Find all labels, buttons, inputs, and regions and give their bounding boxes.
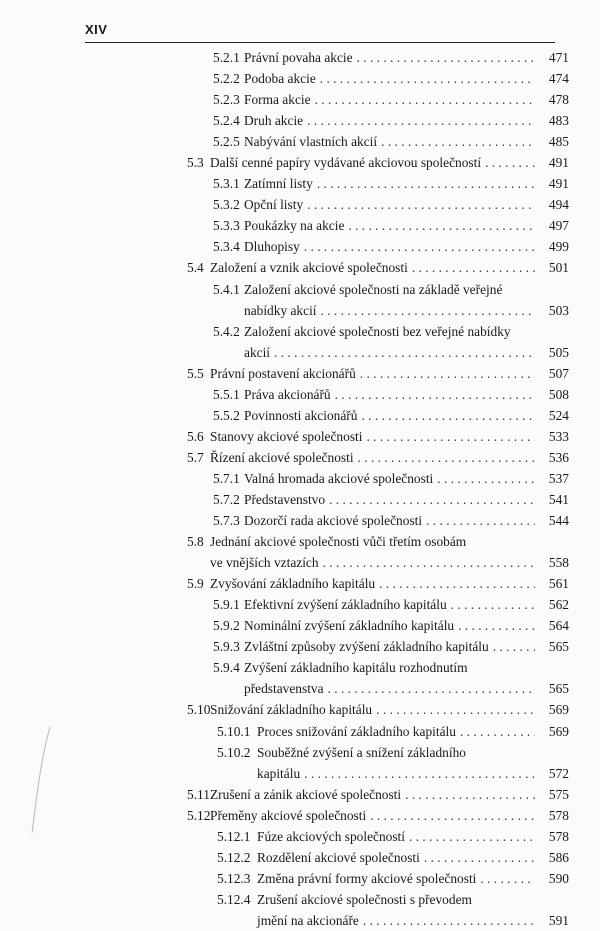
toc-entry-title: Podoba akcie: [244, 71, 316, 87]
toc-entry: [0, 868, 600, 889]
dot-leader: [381, 131, 535, 152]
toc-entry: [0, 173, 600, 194]
toc-entry-number: 5.5.2: [213, 407, 240, 423]
toc-entry-number: 5.8: [187, 534, 204, 550]
page-header: [85, 22, 555, 43]
toc-entry: [0, 531, 600, 573]
dot-leader: [357, 47, 535, 68]
toc-entry-title: Nominální zvýšení základního kapitálu: [244, 618, 455, 634]
dot-leader: [335, 384, 535, 405]
toc-entry-title: Druh akcie: [244, 113, 304, 129]
toc-entry-title: Založení akciové společnosti bez veřejné nabídky: [244, 323, 511, 339]
toc-entry-page: 565: [548, 681, 569, 697]
dot-leader: [363, 910, 535, 931]
toc-entry: [0, 194, 600, 215]
toc-entry-title: Stanovy akciové společnosti: [210, 428, 363, 444]
toc-entry-number: 5.11: [187, 786, 210, 802]
toc-entry-number: 5.3.4: [213, 239, 240, 255]
toc-entry-page: 541: [548, 491, 569, 507]
toc-entry: [0, 405, 600, 426]
pencil-mark: [28, 725, 58, 835]
toc-entry-title: Fúze akciových společností: [257, 828, 406, 844]
toc-entry-page: 491: [548, 155, 569, 171]
toc-entry-title: Představenstvo: [244, 491, 326, 507]
toc-entry: [0, 615, 600, 636]
toc-entry-number: 5.9.3: [213, 639, 240, 655]
toc-entry-number: 5.2.5: [213, 134, 240, 150]
toc-entry-number: 5.3: [187, 155, 204, 171]
toc-entry: [0, 384, 600, 405]
toc-entry-number: 5.7.1: [213, 470, 240, 486]
toc-entry-page: 544: [548, 513, 569, 529]
toc-entry-page: 561: [548, 576, 569, 592]
dot-leader: [348, 215, 535, 236]
toc-entry: [0, 742, 600, 784]
toc-entry: [0, 847, 600, 868]
toc-entry-page: 572: [548, 765, 569, 781]
toc-entry-number: 5.10: [187, 702, 211, 718]
toc-entry: [0, 279, 600, 321]
toc-entry-title: Jednání akciové společnosti vůči třetím osobám: [210, 534, 467, 550]
toc-entry: [0, 636, 600, 657]
toc-entry-number: 5.3.3: [213, 218, 240, 234]
toc-entry: [0, 363, 600, 384]
toc-entry-page: 507: [548, 365, 569, 381]
toc-entry-title-continued: akcií: [244, 344, 271, 360]
toc-entry-title: Založení akciové společnosti na základě veřejné: [244, 281, 503, 297]
toc-entry-title: Přeměny akciové společnosti: [210, 807, 367, 823]
toc-entry: [0, 321, 600, 363]
toc-entry-title-continued: nabídky akcií: [244, 302, 317, 318]
toc-entry-number: 5.9: [187, 576, 204, 592]
toc-entry-page: 491: [548, 176, 569, 192]
dot-leader: [460, 721, 535, 742]
toc-entry-page: 569: [548, 723, 569, 739]
toc-entry-title-continued: jmění na akcionáře: [257, 912, 359, 928]
dot-leader: [437, 468, 535, 489]
dot-leader: [317, 173, 535, 194]
toc-entry-number: 5.2.3: [213, 92, 240, 108]
dot-leader: [412, 257, 535, 278]
dot-leader: [304, 236, 535, 257]
toc-entry-page: 499: [548, 239, 569, 255]
dot-leader: [320, 68, 535, 89]
toc-entry-number: 5.12.1: [217, 828, 251, 844]
toc-entry-title: Zatímní listy: [244, 176, 313, 192]
toc-entry: [0, 152, 600, 173]
toc-entry-page: 478: [548, 92, 569, 108]
table-of-contents: [0, 47, 600, 931]
toc-entry-page: 503: [548, 302, 569, 318]
toc-entry-number: 5.7.3: [213, 513, 240, 529]
toc-entry-page: 485: [548, 134, 569, 150]
toc-entry-number: 5.5: [187, 365, 204, 381]
toc-entry: [0, 889, 600, 931]
toc-entry-page: 591: [548, 912, 569, 928]
toc-entry: [0, 68, 600, 89]
toc-entry-title: Právní povaha akcie: [244, 50, 353, 65]
toc-entry-number: 5.6: [187, 428, 204, 444]
toc-entry-page: 508: [548, 386, 569, 402]
dot-leader: [358, 447, 535, 468]
toc-entry-number: 5.2.4: [213, 113, 240, 129]
toc-entry: [0, 47, 600, 68]
toc-entry-title: Nabývání vlastních akcií: [244, 134, 378, 150]
toc-entry-number: 5.9.2: [213, 618, 240, 634]
dot-leader: [426, 510, 535, 531]
toc-entry-title: Zvýšení základního kapitálu rozhodnutím: [244, 660, 468, 676]
toc-entry-number: 5.4.1: [213, 281, 240, 297]
toc-entry: [0, 721, 600, 742]
toc-entry-page: 569: [548, 702, 569, 718]
toc-entry-number: 5.7: [187, 449, 204, 465]
toc-entry-title: Zrušení akciové společnosti s převodem: [257, 891, 472, 907]
toc-entry-number: 5.9.1: [213, 597, 240, 613]
toc-entry-page: 497: [548, 218, 569, 234]
dot-leader: [485, 152, 535, 173]
toc-entry: [0, 805, 600, 826]
dot-leader: [307, 110, 535, 131]
toc-entry-number: 5.12.3: [217, 870, 251, 886]
toc-entry: [0, 447, 600, 468]
dot-leader: [458, 615, 535, 636]
dot-leader: [315, 89, 535, 110]
dot-leader: [451, 594, 535, 615]
toc-entry-number: 5.3.2: [213, 197, 240, 213]
toc-entry-title: Proces snižování základního kapitálu: [257, 723, 456, 739]
toc-entry-number: 5.7.2: [213, 491, 240, 507]
toc-entry-page: 586: [548, 849, 569, 865]
toc-entry-number: 5.12: [187, 807, 211, 823]
toc-entry-title: Další cenné papíry vydávané akciovou společností: [210, 155, 482, 171]
toc-entry: [0, 426, 600, 447]
toc-entry-number: 5.9.4: [213, 660, 240, 676]
toc-entry-number: 5.3.1: [213, 176, 240, 192]
toc-entry-page: 533: [548, 428, 569, 444]
toc-entry-title: Rozdělení akciové společnosti: [257, 849, 420, 865]
toc-entry-number: 5.2.1: [213, 50, 240, 65]
toc-entry-title-continued: představenstva: [244, 681, 324, 697]
toc-entry-title: Souběžné zvýšení a snížení základního: [257, 744, 466, 760]
toc-entry: [0, 89, 600, 110]
toc-entry-number: 5.4: [187, 260, 204, 276]
toc-entry-page: 536: [548, 449, 569, 465]
toc-entry-title: Poukázky na akcie: [244, 218, 345, 234]
toc-entry-page: 575: [548, 786, 569, 802]
toc-entry-title: Dluhopisy: [244, 239, 300, 255]
toc-entry-number: 5.5.1: [213, 386, 240, 402]
toc-entry-page: 501: [548, 260, 569, 276]
dot-leader: [360, 363, 535, 384]
toc-entry-title: Zrušení a zánik akciové společnosti: [210, 786, 402, 802]
dot-leader: [329, 489, 535, 510]
toc-entry-title: Dozorčí rada akciové společnosti: [244, 513, 423, 529]
toc-entry-number: 5.4.2: [213, 323, 240, 339]
toc-entry-title: Valná hromada akciové společnosti: [244, 470, 434, 486]
toc-entry-page: 471: [548, 50, 569, 65]
toc-entry-title-continued: kapitálu: [257, 765, 301, 781]
toc-entry-title: Zvláštní způsoby zvýšení základního kapitálu: [244, 639, 489, 655]
dot-leader: [307, 194, 535, 215]
toc-entry: [0, 236, 600, 257]
toc-entry-title: Založení a vznik akciové společnosti: [210, 260, 408, 276]
toc-entry: [0, 510, 600, 531]
toc-entry: [0, 826, 600, 847]
dot-leader: [376, 699, 535, 720]
toc-entry-title-continued: ve vnějších vztazích: [210, 555, 319, 571]
toc-entry: [0, 573, 600, 594]
page-number: XIV: [85, 22, 108, 37]
dot-leader: [405, 784, 535, 805]
toc-entry-page: 524: [548, 407, 569, 423]
toc-entry-title: Snižování základního kapitálu: [210, 702, 373, 718]
toc-entry-page: 578: [548, 828, 569, 844]
dot-leader: [323, 552, 535, 573]
dot-leader: [493, 636, 535, 657]
toc-entry-page: 494: [548, 197, 569, 213]
toc-entry-title: Zvyšování základního kapitálu: [210, 576, 376, 592]
dot-leader: [321, 300, 535, 321]
toc-entry: [0, 594, 600, 615]
toc-entry: [0, 131, 600, 152]
dot-leader: [409, 826, 535, 847]
dot-leader: [424, 847, 535, 868]
toc-entry-page: 578: [548, 807, 569, 823]
toc-entry-number: 5.2.2: [213, 71, 240, 87]
toc-entry-page: 562: [548, 597, 569, 613]
dot-leader: [379, 573, 535, 594]
toc-entry-title: Právní postavení akcionářů: [210, 365, 356, 381]
toc-entry: [0, 468, 600, 489]
toc-entry-number: 5.10.2: [217, 744, 251, 760]
toc-entry: [0, 215, 600, 236]
toc-entry-title: Povinnosti akcionářů: [244, 407, 358, 423]
toc-entry-page: 565: [548, 639, 569, 655]
toc-entry: [0, 489, 600, 510]
toc-entry-page: 558: [548, 555, 569, 571]
toc-entry: [0, 657, 600, 699]
dot-leader: [328, 678, 535, 699]
toc-entry-number: 5.10.1: [217, 723, 251, 739]
toc-entry-title: Efektivní zvýšení základního kapitálu: [244, 597, 447, 613]
dot-leader: [370, 805, 535, 826]
dot-leader: [480, 868, 535, 889]
toc-entry-title: Opční listy: [244, 197, 304, 213]
toc-entry-page: 474: [548, 71, 569, 87]
toc-entry-title: Řízení akciové společnosti: [210, 449, 354, 465]
toc-entry: [0, 699, 600, 720]
dot-leader: [366, 426, 535, 447]
toc-entry-title: Práva akcionářů: [244, 386, 331, 402]
toc-entry: [0, 110, 600, 131]
toc-entry-page: 505: [548, 344, 569, 360]
toc-entry-number: 5.12.4: [217, 891, 251, 907]
toc-entry-number: 5.12.2: [217, 849, 251, 865]
dot-leader: [361, 405, 535, 426]
toc-entry: [0, 257, 600, 278]
dot-leader: [274, 342, 535, 363]
toc-entry-page: 564: [548, 618, 569, 634]
toc-entry-title: Změna právní formy akciové společnosti: [257, 870, 477, 886]
toc-entry-page: 537: [548, 470, 569, 486]
toc-entry: [0, 784, 600, 805]
dot-leader: [304, 763, 535, 784]
toc-entry-title: Forma akcie: [244, 92, 311, 108]
toc-entry-page: 590: [548, 870, 569, 886]
toc-entry-page: 483: [548, 113, 569, 129]
